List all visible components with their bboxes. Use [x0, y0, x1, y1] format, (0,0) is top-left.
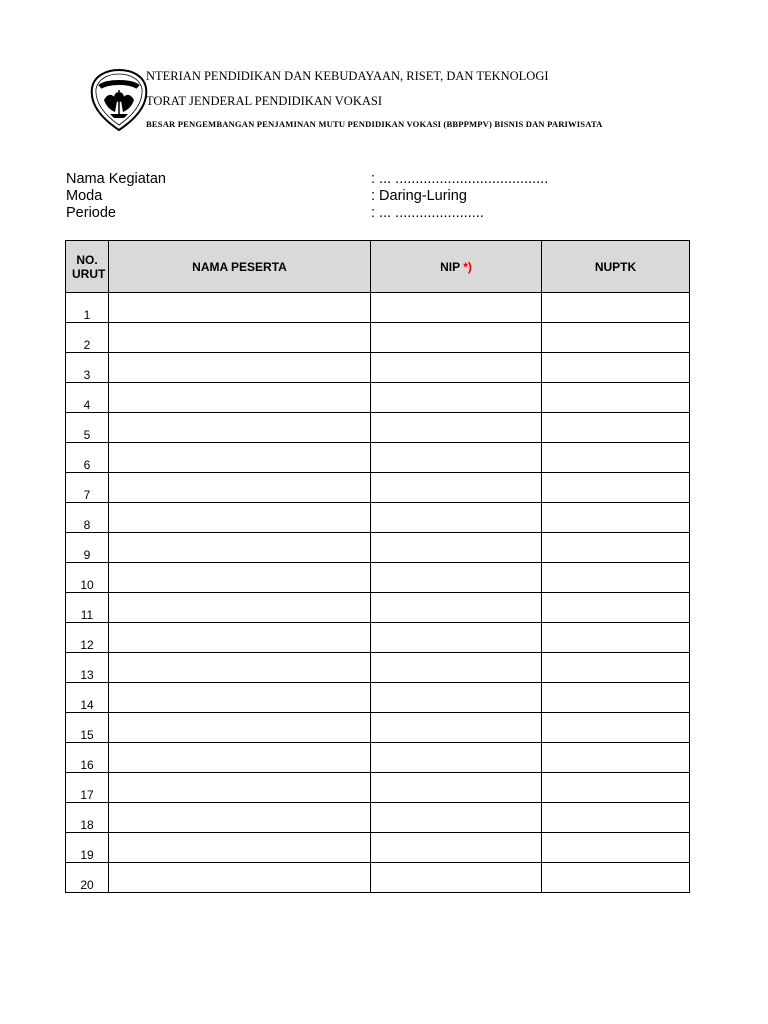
table-row — [66, 473, 690, 503]
nuptk-cell[interactable] — [542, 413, 690, 443]
nip-cell[interactable] — [371, 443, 542, 473]
table-row — [66, 623, 690, 653]
row-number: 8 — [66, 503, 109, 533]
nama-peserta-cell[interactable] — [109, 383, 371, 413]
row-number: 11 — [66, 593, 109, 623]
table-row — [66, 803, 690, 833]
nama-peserta-cell[interactable] — [109, 353, 371, 383]
nama-peserta-cell[interactable] — [109, 563, 371, 593]
row-number: 17 — [66, 773, 109, 803]
nuptk-cell[interactable] — [542, 533, 690, 563]
nip-cell[interactable] — [371, 833, 542, 863]
info-label: Moda — [66, 188, 103, 204]
header-no-urut — [66, 241, 109, 293]
nama-peserta-cell[interactable] — [109, 533, 371, 563]
row-number: 6 — [66, 443, 109, 473]
nuptk-cell[interactable] — [542, 383, 690, 413]
nama-peserta-cell[interactable] — [109, 833, 371, 863]
table-row — [66, 353, 690, 383]
nuptk-cell[interactable] — [542, 503, 690, 533]
nip-cell[interactable] — [371, 653, 542, 683]
nama-peserta-cell[interactable] — [109, 413, 371, 443]
row-number: 1 — [66, 293, 109, 323]
info-label: Periode — [66, 205, 116, 221]
nip-cell[interactable] — [371, 563, 542, 593]
header-nama-peserta: NAMA PESERTA — [109, 241, 371, 293]
nama-peserta-cell[interactable] — [109, 473, 371, 503]
nip-cell[interactable] — [371, 863, 542, 893]
table-row — [66, 593, 690, 623]
row-number: 18 — [66, 803, 109, 833]
nuptk-cell[interactable] — [542, 593, 690, 623]
row-number: 13 — [66, 653, 109, 683]
info-row-moda — [66, 188, 686, 205]
nuptk-cell[interactable] — [542, 353, 690, 383]
table-row — [66, 833, 690, 863]
row-number: 9 — [66, 533, 109, 563]
nip-cell[interactable] — [371, 383, 542, 413]
nama-peserta-cell[interactable] — [109, 593, 371, 623]
row-number: 3 — [66, 353, 109, 383]
table-row — [66, 683, 690, 713]
nuptk-cell[interactable] — [542, 713, 690, 743]
nama-peserta-cell[interactable] — [109, 653, 371, 683]
table-row — [66, 503, 690, 533]
tut-wuri-handayani-logo — [88, 68, 150, 134]
letterhead — [86, 64, 706, 136]
table-row — [66, 413, 690, 443]
nuptk-cell[interactable] — [542, 653, 690, 683]
nuptk-cell[interactable] — [542, 563, 690, 593]
nip-cell[interactable] — [371, 623, 542, 653]
institution-name: BESAR PENGEMBANGAN PENJAMINAN MUTU PENDIDIKAN VOKASI (BBPPMPV) BISNIS DAN PARIWISATA — [146, 119, 603, 129]
row-number: 10 — [66, 563, 109, 593]
table-row — [66, 713, 690, 743]
nuptk-cell[interactable] — [542, 743, 690, 773]
table-row — [66, 653, 690, 683]
row-number: 2 — [66, 323, 109, 353]
nama-peserta-cell[interactable] — [109, 623, 371, 653]
nip-cell[interactable] — [371, 533, 542, 563]
info-value: : ... ...................... — [371, 205, 484, 221]
nip-cell[interactable] — [371, 353, 542, 383]
nuptk-cell[interactable] — [542, 683, 690, 713]
activity-info — [66, 171, 686, 222]
table-row — [66, 323, 690, 353]
nuptk-cell[interactable] — [542, 833, 690, 863]
nip-cell[interactable] — [371, 323, 542, 353]
header-no-urut-label: NO. URUT — [72, 252, 106, 281]
nuptk-cell[interactable] — [542, 623, 690, 653]
directorate-name: TORAT JENDERAL PENDIDIKAN VOKASI — [146, 94, 382, 108]
nip-cell[interactable] — [371, 683, 542, 713]
table-header-row — [66, 241, 690, 293]
attendance-table — [65, 240, 690, 893]
table-row — [66, 863, 690, 893]
row-number: 19 — [66, 833, 109, 863]
header-nip — [371, 241, 542, 293]
row-number: 14 — [66, 683, 109, 713]
info-value: : Daring-Luring — [371, 188, 467, 204]
row-number: 4 — [66, 383, 109, 413]
row-number: 20 — [66, 863, 109, 893]
nama-peserta-cell[interactable] — [109, 743, 371, 773]
row-number: 15 — [66, 713, 109, 743]
nip-cell[interactable] — [371, 473, 542, 503]
nip-cell[interactable] — [371, 803, 542, 833]
nama-peserta-cell[interactable] — [109, 503, 371, 533]
nama-peserta-cell[interactable] — [109, 773, 371, 803]
nuptk-cell[interactable] — [542, 773, 690, 803]
nama-peserta-cell[interactable] — [109, 803, 371, 833]
table-row — [66, 443, 690, 473]
row-number: 16 — [66, 743, 109, 773]
nama-peserta-cell[interactable] — [109, 443, 371, 473]
nip-cell[interactable] — [371, 713, 542, 743]
nip-cell[interactable] — [371, 743, 542, 773]
table-row — [66, 743, 690, 773]
nip-cell[interactable] — [371, 503, 542, 533]
nip-cell[interactable] — [371, 593, 542, 623]
nama-peserta-cell[interactable] — [109, 863, 371, 893]
table-row — [66, 773, 690, 803]
header-nip-label: NIP — [440, 259, 460, 274]
info-value: : ... ...................................... — [371, 171, 549, 187]
table-row — [66, 383, 690, 413]
header-nuptk: NUPTK — [542, 241, 690, 293]
table-row — [66, 533, 690, 563]
nip-cell[interactable] — [371, 413, 542, 443]
info-row-periode — [66, 205, 686, 222]
nuptk-cell[interactable] — [542, 323, 690, 353]
nuptk-cell[interactable] — [542, 473, 690, 503]
nama-peserta-cell[interactable] — [109, 323, 371, 353]
table-row — [66, 293, 690, 323]
row-number: 7 — [66, 473, 109, 503]
nama-peserta-cell[interactable] — [109, 713, 371, 743]
nip-cell[interactable] — [371, 773, 542, 803]
required-mark: *) — [463, 259, 472, 274]
nuptk-cell[interactable] — [542, 443, 690, 473]
info-label: Nama Kegiatan — [66, 171, 166, 187]
row-number: 12 — [66, 623, 109, 653]
nuptk-cell[interactable] — [542, 863, 690, 893]
row-number: 5 — [66, 413, 109, 443]
table-row — [66, 563, 690, 593]
nip-cell[interactable] — [371, 293, 542, 323]
table-body — [66, 293, 690, 893]
nama-peserta-cell[interactable] — [109, 293, 371, 323]
ministry-name: NTERIAN PENDIDIKAN DAN KEBUDAYAAN, RISET, DAN TEKNOLOGI — [146, 69, 549, 83]
nama-peserta-cell[interactable] — [109, 683, 371, 713]
nuptk-cell[interactable] — [542, 293, 690, 323]
nuptk-cell[interactable] — [542, 803, 690, 833]
info-row-nama-kegiatan — [66, 171, 686, 188]
